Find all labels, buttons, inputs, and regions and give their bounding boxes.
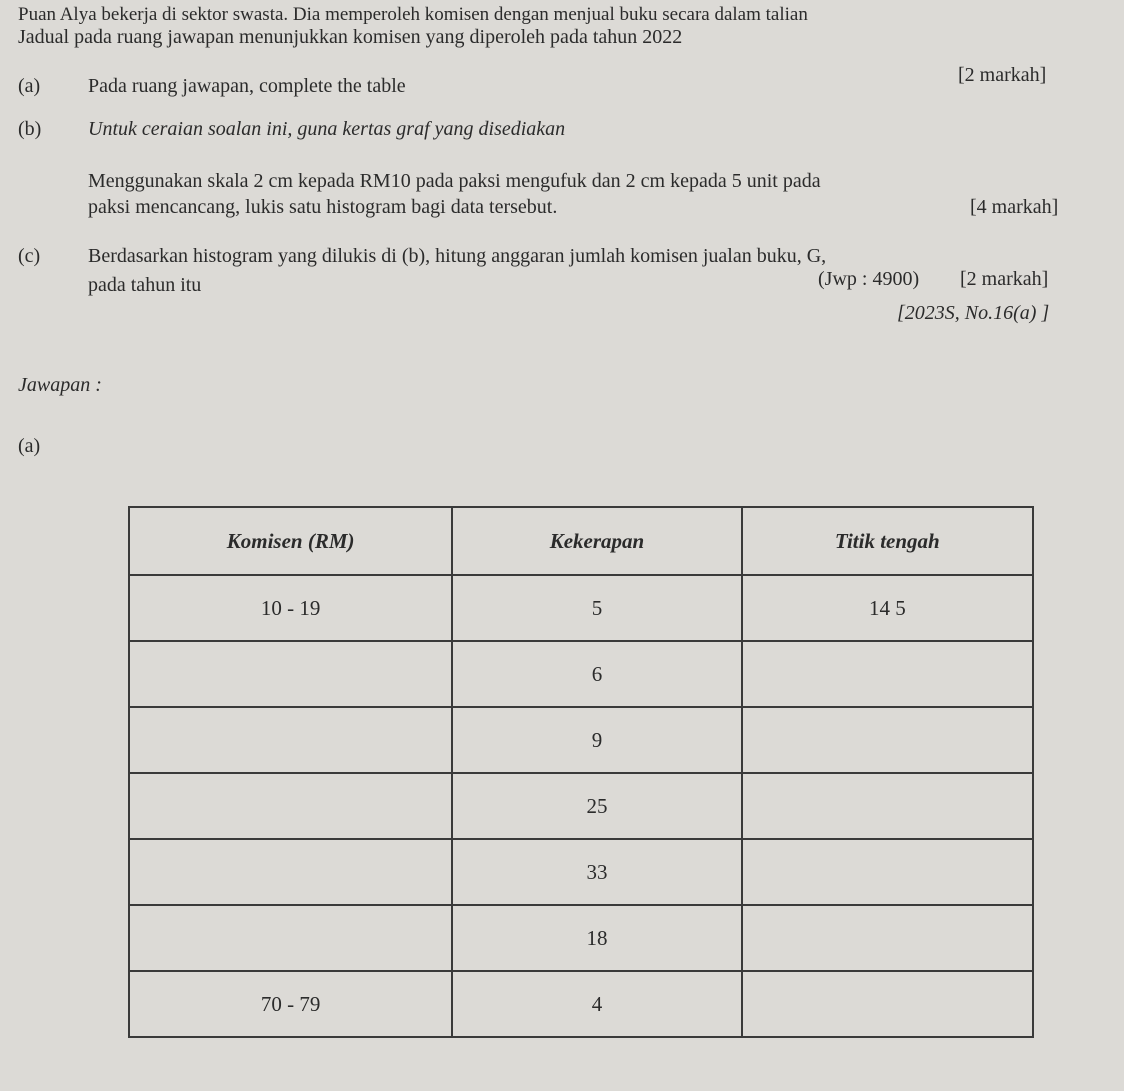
kekerapan-cell: 25 xyxy=(452,773,741,839)
part-c-label: (c) xyxy=(18,245,41,267)
table-row xyxy=(129,773,1033,839)
intro-line-1: Puan Alya bekerja di sektor swasta. Dia memperoleh komisen dengan menjual buku secara dalam talian xyxy=(18,4,808,25)
header-titik-tengah: Titik tengah xyxy=(742,507,1033,575)
part-c-line-1: Berdasarkan histogram yang dilukis di (b), hitung anggaran jumlah komisen jualan buku, G, xyxy=(88,245,827,267)
part-b-marks: [4 markah] xyxy=(970,196,1059,218)
komisen-cell[interactable]: 10 - 19 xyxy=(129,575,452,641)
table-header-row xyxy=(129,507,1033,575)
kekerapan-cell: 4 xyxy=(452,971,741,1037)
titik-tengah-cell[interactable] xyxy=(742,641,1033,707)
titik-tengah-cell[interactable] xyxy=(742,773,1033,839)
table-row xyxy=(129,641,1033,707)
part-a-text: Pada ruang jawapan, complete the table xyxy=(88,75,406,97)
table-row xyxy=(129,905,1033,971)
kekerapan-cell: 18 xyxy=(452,905,741,971)
answer-part-label: (a) xyxy=(18,435,41,457)
table-row xyxy=(129,839,1033,905)
table-row xyxy=(129,971,1033,1037)
komisen-cell[interactable]: 70 - 79 xyxy=(129,971,452,1037)
header-kekerapan: Kekerapan xyxy=(452,507,741,575)
komisen-cell[interactable] xyxy=(129,773,452,839)
part-b-text: Untuk ceraian soalan ini, guna kertas graf yang disediakan xyxy=(88,118,566,140)
kekerapan-cell: 5 xyxy=(452,575,741,641)
part-b-line-1: Menggunakan skala 2 cm kepada RM10 pada paksi mengufuk dan 2 cm kepada 5 unit pada xyxy=(88,170,821,192)
titik-tengah-cell[interactable] xyxy=(742,707,1033,773)
titik-tengah-cell[interactable] xyxy=(742,905,1033,971)
part-a-label: (a) xyxy=(18,75,41,97)
titik-tengah-cell[interactable] xyxy=(742,971,1033,1037)
komisen-cell[interactable] xyxy=(129,707,452,773)
kekerapan-cell: 33 xyxy=(452,839,741,905)
komisen-cell[interactable] xyxy=(129,641,452,707)
part-c-line-2: pada tahun itu xyxy=(88,274,202,296)
titik-tengah-cell[interactable]: 14 5 xyxy=(742,575,1033,641)
part-c-answer-hint: (Jwp : 4900) xyxy=(818,268,920,290)
kekerapan-cell: 9 xyxy=(452,707,741,773)
komisen-table xyxy=(128,506,1034,1038)
source-reference: [2023S, No.16(a) ] xyxy=(897,302,1050,324)
intro-line-2: Jadual pada ruang jawapan menunjukkan komisen yang diperoleh pada tahun 2022 xyxy=(18,26,683,48)
part-c-marks: [2 markah] xyxy=(960,268,1049,290)
answer-heading: Jawapan : xyxy=(18,374,102,396)
part-b-label: (b) xyxy=(18,118,42,140)
table-row xyxy=(129,575,1033,641)
komisen-cell[interactable] xyxy=(129,839,452,905)
kekerapan-cell: 6 xyxy=(452,641,741,707)
table-row xyxy=(129,707,1033,773)
part-a-marks: [2 markah] xyxy=(958,64,1047,86)
header-komisen: Komisen (RM) xyxy=(129,507,452,575)
komisen-cell[interactable] xyxy=(129,905,452,971)
titik-tengah-cell[interactable] xyxy=(742,839,1033,905)
part-b-line-2: paksi mencancang, lukis satu histogram bagi data tersebut. xyxy=(88,196,558,218)
